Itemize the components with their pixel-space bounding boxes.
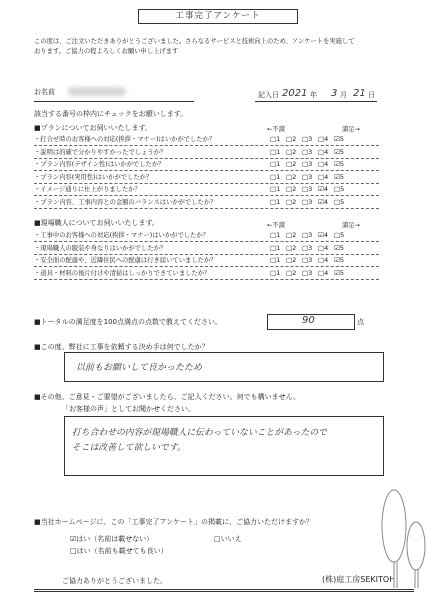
rating-option-3[interactable] (302, 160, 312, 168)
rating-number: 2 (292, 231, 297, 239)
rating-number: 2 (292, 160, 297, 168)
feedback-label-1: ■その他、ご意見・ご要望がございましたら、ご記入ください。何でも構いません。 (34, 393, 301, 401)
unchecked-box-icon: □ (302, 160, 309, 168)
rating-option-4[interactable] (318, 244, 328, 252)
rating-option-3[interactable] (302, 256, 312, 264)
rating-option-4[interactable] (318, 148, 328, 156)
unchecked-box-icon: □ (286, 135, 293, 143)
question-text: ・イメージ通りに仕上がりましたか？ (34, 186, 141, 193)
feedback-label-2: 「お客様の声」としてお聞かせください。 (62, 405, 195, 413)
score-value: 90 (302, 315, 315, 326)
rating-number: 3 (308, 243, 313, 252)
rating-number: 1 (276, 185, 281, 193)
rating-option-3[interactable] (302, 198, 312, 206)
unchecked-box-icon: □ (334, 231, 341, 239)
rating-number: 3 (308, 172, 313, 181)
unchecked-box-icon: □ (270, 160, 277, 168)
rating-option-2[interactable] (286, 160, 296, 168)
score-unit: 点 (357, 318, 364, 326)
rating-number: 4 (323, 185, 328, 193)
rating-option-1[interactable] (270, 148, 280, 156)
rating-number: 5 (339, 135, 344, 143)
checked-box-icon: ☑ (70, 535, 77, 543)
checked-box-icon: ☑ (318, 185, 324, 193)
rating-number: 1 (276, 197, 281, 206)
intro-line-2: おります。ご協力の程よろしくお願い申し上げます (34, 48, 179, 55)
rating-number: 1 (276, 231, 281, 239)
unchecked-box-icon: □ (270, 243, 277, 252)
rating-number: 3 (308, 197, 313, 206)
section1-scale-left: ←不満 (267, 126, 285, 133)
rating-option-4[interactable] (318, 185, 328, 193)
month-unit: 月 (340, 91, 347, 99)
rating-option-2[interactable] (286, 148, 296, 156)
question-text: ・プラン内容(デザイン性)はいかがでしたか？ (34, 161, 165, 168)
rating-number: 5 (339, 268, 344, 277)
rating-number: 2 (292, 197, 297, 206)
unchecked-box-icon: □ (286, 243, 293, 252)
rating-option-4[interactable] (318, 231, 328, 239)
rating-option-1[interactable] (270, 244, 280, 252)
unchecked-box-icon: □ (318, 256, 325, 264)
rating-option-3[interactable] (302, 231, 312, 239)
rating-number: 1 (276, 268, 281, 277)
unchecked-box-icon: □ (302, 172, 309, 181)
unchecked-box-icon: □ (214, 535, 221, 543)
rating-number: 1 (276, 147, 281, 156)
question-text: ・プラン内容(実用性)はいかがでしたか？ (34, 173, 153, 181)
row-divider (34, 170, 379, 171)
unchecked-box-icon: □ (270, 231, 277, 239)
rating-option-1[interactable] (270, 231, 280, 239)
row-divider (34, 158, 379, 159)
checked-box-icon: ☑ (334, 256, 340, 264)
rating-option-1[interactable] (270, 198, 280, 206)
footer-rule (34, 589, 414, 590)
rating-option-1[interactable] (270, 160, 280, 168)
unchecked-box-icon: □ (334, 185, 341, 193)
rating-number: 2 (292, 256, 297, 264)
checked-box-icon: ☑ (318, 197, 324, 206)
rating-option-4[interactable] (318, 198, 328, 206)
rating-option-4[interactable] (318, 160, 328, 168)
rating-option-2[interactable] (286, 198, 296, 206)
rating-number: 1 (276, 256, 281, 264)
row-divider (34, 208, 379, 209)
unchecked-box-icon: □ (286, 256, 293, 264)
rating-option-2[interactable] (286, 185, 296, 193)
rating-option-2[interactable] (286, 269, 296, 277)
rating-number: 5 (339, 256, 344, 264)
unchecked-box-icon: □ (286, 172, 293, 181)
thanks-text: ご協力ありがとうございました。 (62, 577, 167, 585)
rating-option-4[interactable] (318, 173, 328, 181)
section1-heading: ■プランについてお伺いいたします。 (34, 124, 152, 132)
unchecked-box-icon: □ (318, 135, 325, 143)
rating-number: 2 (292, 268, 297, 277)
date-year: 2021 (282, 88, 308, 99)
row-divider (34, 195, 379, 196)
unchecked-box-icon: □ (270, 135, 277, 143)
rating-number: 2 (292, 135, 297, 143)
rating-option-4[interactable] (318, 269, 328, 277)
rating-option-5[interactable] (334, 198, 344, 206)
name-label: お名前 (34, 88, 55, 96)
company-name: (株)庭工房SEKITOH (322, 575, 396, 584)
unchecked-box-icon: □ (286, 185, 293, 193)
unchecked-box-icon: □ (286, 231, 293, 239)
rating-number: 5 (339, 160, 344, 168)
rating-number: 3 (308, 135, 313, 143)
question-text: ・道具・材料の後片付けや清掃はしっかりできていましたか？ (34, 269, 211, 277)
rating-number: 4 (324, 160, 329, 168)
rating-number: 3 (308, 185, 313, 193)
unchecked-box-icon: □ (302, 243, 309, 252)
unchecked-box-icon: □ (302, 147, 309, 156)
section2-scale-right: 満足→ (342, 222, 360, 229)
rating-option-1[interactable] (270, 269, 280, 277)
rating-number: 3 (308, 231, 313, 239)
row-divider (34, 145, 379, 146)
unchecked-box-icon: □ (302, 231, 309, 239)
rating-number: 4 (324, 147, 329, 156)
checked-box-icon: ☑ (334, 172, 340, 181)
question-text: ・説明は的確で分かりやすかったでしょうか？ (34, 148, 167, 156)
consent-option-3[interactable]: □いいえ (214, 535, 242, 543)
date-label: 記入日 (258, 91, 279, 99)
rating-number: 4 (324, 172, 329, 181)
unchecked-box-icon: □ (270, 197, 277, 206)
unchecked-box-icon: □ (302, 185, 309, 193)
rating-option-3[interactable] (302, 269, 312, 277)
rating-option-1[interactable] (270, 135, 280, 143)
checked-box-icon: ☑ (334, 268, 340, 277)
rating-number: 5 (340, 185, 345, 193)
unchecked-box-icon: □ (270, 268, 277, 277)
day-unit: 日 (368, 91, 375, 99)
unchecked-box-icon: □ (334, 197, 341, 206)
rating-number: 5 (339, 147, 344, 156)
rating-option-5[interactable] (334, 173, 344, 181)
rating-option-1[interactable] (270, 185, 280, 193)
rating-option-5[interactable] (334, 185, 344, 193)
reason-answer: 以前もお願いして良かったため (76, 363, 203, 373)
rating-option-5[interactable] (334, 244, 344, 252)
name-underline (34, 101, 194, 102)
rating-option-2[interactable] (286, 256, 296, 264)
rating-option-4[interactable] (318, 256, 328, 264)
row-divider (34, 241, 379, 242)
tree-illustration (376, 488, 428, 592)
rating-number: 2 (292, 185, 297, 193)
rating-number: 3 (308, 160, 313, 168)
unchecked-box-icon: □ (318, 243, 325, 252)
unchecked-box-icon: □ (318, 147, 325, 156)
checked-box-icon: ☑ (334, 160, 340, 168)
date-underline (255, 101, 377, 102)
rating-number: 1 (276, 243, 281, 252)
rating-option-3[interactable] (302, 185, 312, 193)
unchecked-box-icon: □ (302, 135, 309, 143)
unchecked-box-icon: □ (286, 160, 293, 168)
rating-option-5[interactable] (334, 135, 344, 143)
consent-label: ■当社ホームページに、この「工事完了アンケート」の掲載に、ご協力いただけますか？ (34, 518, 314, 526)
question-text: ・打合せ時のお客様への対応(挨拶・マナー)はいかがでしたか？ (34, 136, 216, 143)
rating-number: 2 (292, 243, 297, 252)
section2-scale-left: ←不満 (267, 222, 285, 229)
question-text: ・プラン内容、工事内容との金額のバランスはいかがでしたか？ (34, 198, 217, 206)
section2-heading: ■現場職人についてお伺いいたします。 (34, 219, 159, 227)
rating-option-2[interactable] (286, 244, 296, 252)
rating-option-5[interactable] (334, 256, 344, 264)
rating-number: 5 (340, 231, 345, 239)
checked-box-icon: ☑ (334, 147, 340, 156)
consent-option-1[interactable]: ☑はい（名前は載せない） (70, 535, 154, 543)
unchecked-box-icon: □ (318, 160, 325, 168)
row-divider (34, 183, 379, 184)
rating-number: 1 (276, 160, 281, 168)
reason-label: ■この度、弊社に工事を依頼する決め手は何でしたか？ (34, 343, 209, 351)
rating-number: 2 (292, 172, 297, 181)
customer-name-redacted (68, 87, 126, 96)
unchecked-box-icon: □ (318, 172, 325, 181)
rating-number: 3 (308, 268, 313, 277)
rating-number: 1 (276, 172, 281, 181)
feedback-answer-2: そこは改善して欲しいです。 (72, 443, 186, 453)
rating-option-1[interactable] (270, 173, 280, 181)
question-text: ・安全面の配慮や、近隣住民への配慮は行き届いていましたか？ (34, 257, 217, 264)
checked-box-icon: ☑ (334, 135, 340, 143)
rating-option-5[interactable] (334, 148, 344, 156)
rating-number: 4 (323, 197, 328, 206)
rating-number: 4 (323, 231, 328, 239)
feedback-answer-1: 打ち合わせの内容が現場職人に伝わっていないことがあったので (72, 428, 327, 438)
question-text: ・現場職人の服装や身なりはいかがでしたか？ (34, 244, 167, 252)
rating-option-2[interactable] (286, 231, 296, 239)
rating-number: 3 (308, 256, 313, 264)
survey-title: 工事完了アンケート (138, 9, 298, 24)
rating-number: 3 (308, 147, 313, 156)
checked-box-icon: ☑ (318, 231, 324, 239)
unchecked-box-icon: □ (270, 172, 277, 181)
unchecked-box-icon: □ (302, 197, 309, 206)
date-day: 21 (353, 88, 366, 99)
unchecked-box-icon: □ (70, 547, 77, 555)
row-divider (34, 266, 379, 267)
rating-option-5[interactable] (334, 231, 344, 239)
rating-number: 4 (324, 135, 329, 143)
row-divider (34, 279, 379, 280)
rating-option-2[interactable] (286, 173, 296, 181)
rating-option-5[interactable] (334, 269, 344, 277)
rating-number: 5 (339, 243, 344, 252)
unchecked-box-icon: □ (270, 185, 277, 193)
unchecked-box-icon: □ (286, 197, 293, 206)
rating-number: 2 (292, 147, 297, 156)
question-text: ・工事中のお客様への対応(挨拶・マナー)はいかがでしたか？ (34, 232, 209, 239)
rating-option-3[interactable] (302, 244, 312, 252)
unchecked-box-icon: □ (302, 256, 309, 264)
rating-option-5[interactable] (334, 160, 344, 168)
rating-number: 4 (324, 243, 329, 252)
unchecked-box-icon: □ (318, 268, 325, 277)
consent-option-2[interactable]: □はい（名前も載せても良い） (70, 547, 168, 555)
rating-option-1[interactable] (270, 256, 280, 264)
rating-number: 5 (340, 197, 345, 206)
score-label: ■トータルの満足度を100点満点の点数で教えてください。 (34, 318, 222, 326)
row-divider (34, 254, 379, 255)
unchecked-box-icon: □ (302, 268, 309, 277)
footer-rule-2 (34, 591, 414, 592)
rating-option-3[interactable] (302, 148, 312, 156)
unchecked-box-icon: □ (270, 256, 277, 264)
instructions: 該当する番号の枠内にチェックをお願いします。 (34, 110, 188, 118)
unchecked-box-icon: □ (286, 268, 293, 277)
checked-box-icon: ☑ (334, 243, 340, 252)
section1-scale-right: 満足→ (342, 126, 360, 133)
rating-option-3[interactable] (302, 135, 312, 143)
rating-number: 5 (339, 172, 344, 181)
rating-number: 1 (276, 135, 281, 143)
date-month: 3 (331, 88, 338, 99)
unchecked-box-icon: □ (286, 147, 293, 156)
rating-option-4[interactable] (318, 135, 328, 143)
rating-number: 4 (324, 256, 329, 264)
intro-line-1: この度は、ご注文いただきありがとうございました。さらなるサービスと技術向上のため、アンケートを実施して (34, 38, 355, 45)
rating-option-2[interactable] (286, 135, 296, 143)
rating-number: 4 (324, 268, 329, 277)
rating-option-3[interactable] (302, 173, 312, 181)
year-unit: 年 (310, 91, 317, 99)
unchecked-box-icon: □ (270, 147, 277, 156)
